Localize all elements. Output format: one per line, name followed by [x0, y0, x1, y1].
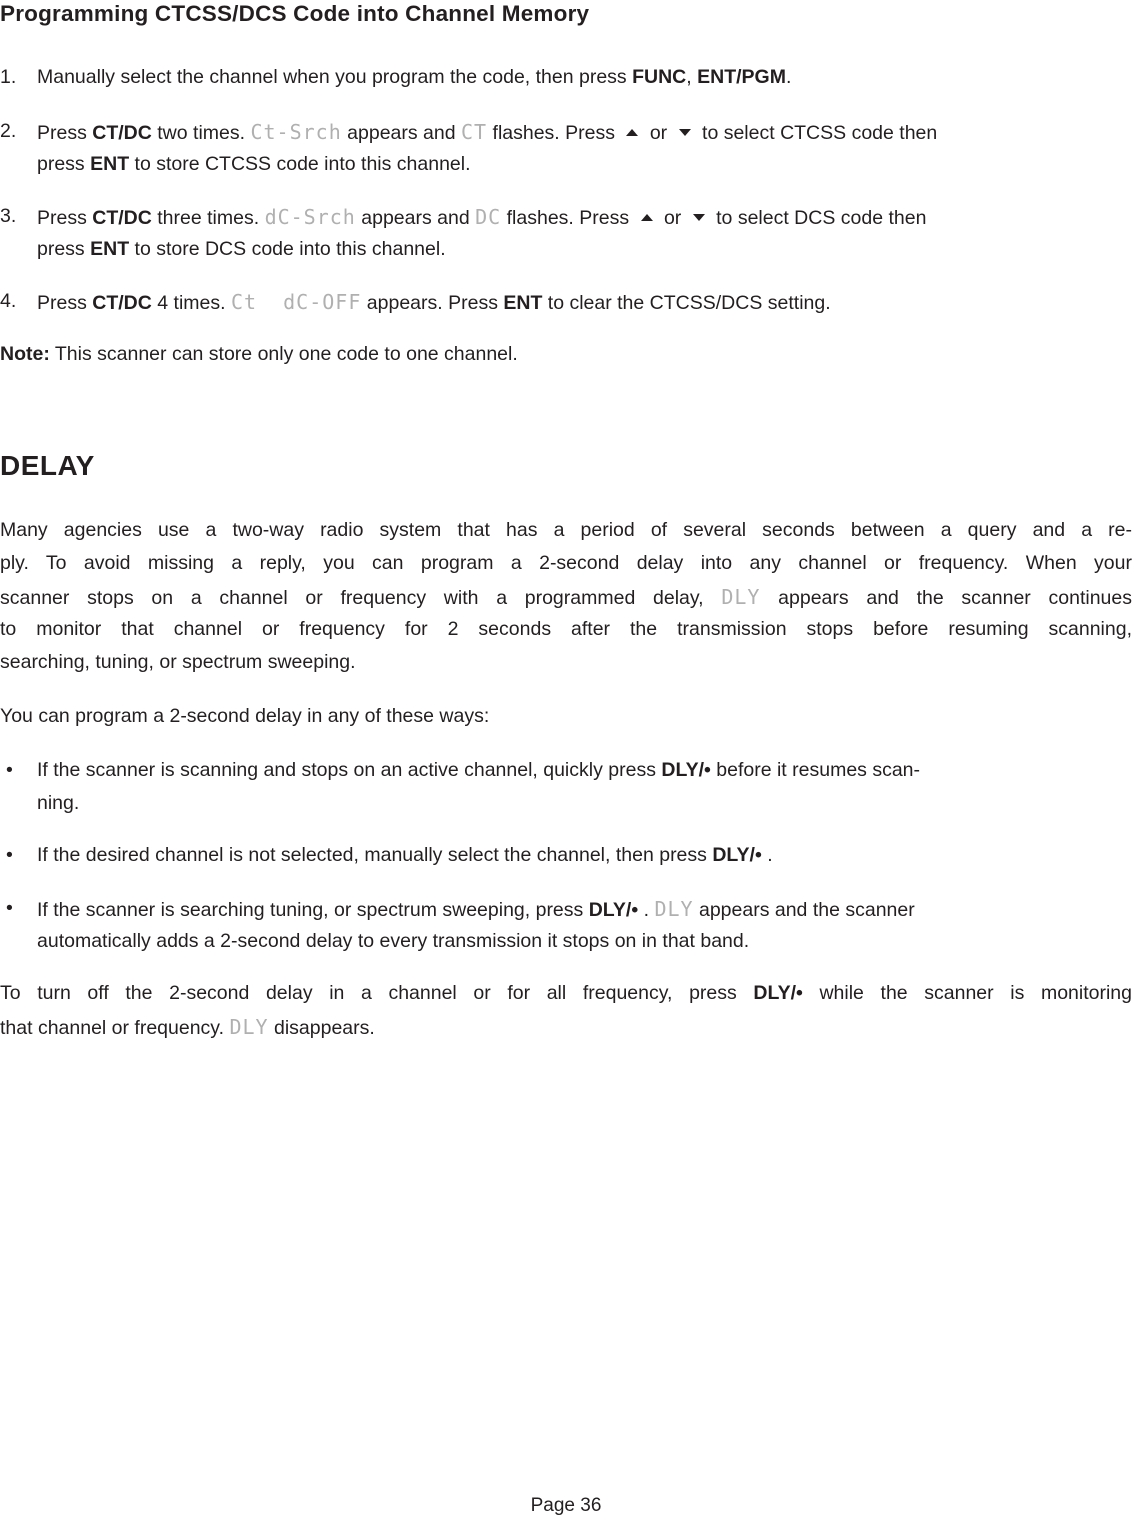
delay-para-line-5: searching, tuning, or spectrum sweeping.	[0, 651, 356, 673]
key-dly: DLY/•	[588, 899, 639, 921]
bullet-dot: •	[6, 844, 13, 866]
key-dly: DLY/•	[661, 759, 711, 781]
lcd-dly: DLY	[229, 1015, 269, 1039]
delay-para-line-1: Many agencies use a two-way radio system that has a period of several seconds between a query and a re-	[0, 519, 1132, 541]
step-text: Manually select the channel when you program the code, then press FUNC, ENT/PGM.	[37, 66, 792, 88]
key-ent: ENT	[503, 292, 543, 314]
delay-para-line-4: to monitor that channel or frequency for 2 seconds after the transmission stops before resuming scanning,	[0, 618, 1132, 640]
step-text: Press CT/DC three times. dC-Srch appears and DC flashes. Press or to select DCS code then	[37, 205, 927, 229]
key-ent: ENT	[90, 238, 130, 260]
key-dly: DLY/•	[753, 982, 803, 1004]
note-text: This scanner can store only one code to one channel.	[49, 343, 518, 365]
step-number: 4.	[0, 290, 17, 312]
lcd-dly: DLY	[721, 585, 761, 609]
bullet-dot: •	[6, 897, 13, 919]
up-arrow-icon	[641, 214, 653, 221]
bullet-dot: •	[6, 759, 13, 781]
key-ent: ENT	[90, 153, 130, 175]
key-ct-dc: CT/DC	[92, 207, 152, 229]
section-title-delay: DELAY	[0, 450, 95, 481]
key-func: FUNC	[632, 66, 687, 88]
lcd-dly: DLY	[654, 897, 694, 921]
delay-para-3-line-1: To turn off the 2-second delay in a channel or for all frequency, press DLY/• while the scanner is monitoring	[0, 982, 1132, 1004]
key-dly: DLY/•	[712, 844, 762, 866]
manual-page: Programming CTCSS/DCS Code into Channel Memory 1. Manually select the channel when you program the code, then press FUNC, ENT/PGM. 2. Press CT/DC two times. Ct-Srch appears and CT flashes. Press or to select CTCSS code then press ENT to store CTCSS code into this channel. 3. Press CT/DC three times. dC-Srch appears and DC flashes. Press or to select DCS code then press ENT to store DCS code into this channel. 4. Press CT/DC 4 times. Ct dC-OFF appears. Press ENT to clear the CTCSS/DCS setting. Note: This scanner can store only one code to one channel. DELAY Many agencies use a two-way radio system that has a period of several seconds between a query and a re- ply. To avoid missing a reply, you can program a 2-second delay into any channel or frequency. When your scanner stops on a channel or frequency with a programmed delay, DLY appears and the scanner continues to monitor that channel or frequency for 2 seconds after the transmission stops before resuming scanning, searching, tuning, or spectrum sweeping. You can program a 2-second delay in any of these ways: • If the scanner is scanning and stops on an active channel, quickly press DLY/• before it resumes scan- ning. • If the desired channel is not selected, manually select the channel, then press DLY/• . • If the scanner is searching tuning, or spectrum sweeping, press DLY/• . DLY appears and the scanner automatically adds a 2-second delay to every transmission it stops on in that band. To turn off the 2-second delay in a channel or for all frequency, press DLY/• while the scanner is monitoring that channel or frequency. DLY disappears. Page 36	[0, 1, 1132, 1516]
lcd-ct: CT	[461, 120, 488, 144]
key-ct-dc: CT/DC	[92, 292, 152, 314]
down-arrow-icon	[679, 129, 691, 136]
lcd-dc-srch: dC-Srch	[264, 205, 356, 229]
delay-para-3-line-2: that channel or frequency. DLY disappears.	[0, 1015, 375, 1039]
lcd-dc: DC	[475, 205, 502, 229]
lcd-ct-srch: Ct-Srch	[250, 120, 342, 144]
step-text: Press CT/DC two times. Ct-Srch appears and CT flashes. Press or to select CTCSS code then	[37, 120, 938, 144]
delay-para-2: You can program a 2-second delay in any of these ways:	[0, 705, 490, 727]
step-text-cont: press ENT to store CTCSS code into this channel.	[37, 153, 471, 175]
key-ent-pgm: ENT/PGM	[697, 66, 786, 88]
lcd-ct-dc-off: Ct dC-OFF	[230, 290, 362, 314]
up-arrow-icon	[626, 129, 638, 136]
down-arrow-icon	[693, 214, 705, 221]
step-number: 1.	[0, 66, 17, 88]
step-text-cont: press ENT to store DCS code into this channel.	[37, 238, 446, 260]
page-number: Page 36	[530, 1495, 602, 1516]
note-label: Note:	[0, 343, 50, 365]
step-number: 2.	[0, 120, 17, 142]
key-ct-dc: CT/DC	[92, 122, 152, 144]
delay-para-line-3: scanner stops on a channel or frequency with a programmed delay, DLY appears and the scanner continues	[0, 585, 1132, 609]
delay-para-line-2: ply. To avoid missing a reply, you can program a 2-second delay into any channel or frequency. When your	[0, 552, 1132, 574]
note	[0, 343, 518, 366]
section-title-ctcss: Programming CTCSS/DCS Code into Channel Memory	[0, 1, 590, 26]
step-number: 3.	[0, 205, 17, 227]
step-text: Press CT/DC 4 times. Ct dC-OFF appears. Press ENT to clear the CTCSS/DCS setting.	[37, 290, 831, 314]
